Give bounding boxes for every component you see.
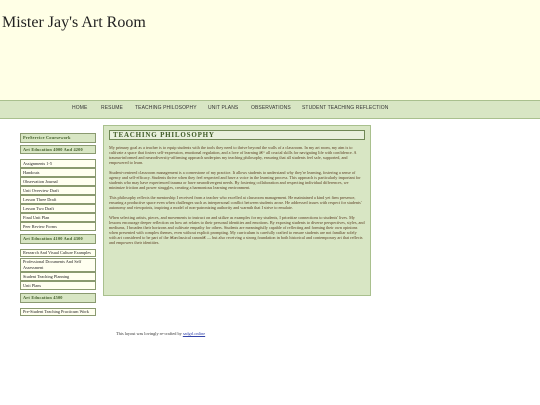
site-header — [0, 0, 540, 100]
sidebar-heading-art-ed-4500: Art Education 4500 — [20, 293, 96, 303]
sidebar-heading-art-ed-4100: Art Education 4100 And 4300 — [20, 234, 96, 244]
page-title: TEACHING PHILOSOPHY — [109, 130, 365, 140]
nav-resume[interactable]: RESUME — [101, 105, 123, 111]
paragraph: When selecting artists, pieces, and movements to instruct on and utilize as examples for my students, I prioritize connections to students' lives. My lessons encourage deeper reflection on how art relates to their personal identities and emotions. By exposing students to diverse perspectives, styles, and mediums, I broaden their horizons and cultivate empathy for others. Students are meaningfully capable of reflecting and forming their own opinions when presented with complex themes, even without explicit prompting. My curriculum is carefully crafted to ensure students are not familiar solely with art considered to be part of the â€œclassical canonâ€ — but also receiving a strong foundation in both historical and contemporary art that reflects and empowers their identities. — [109, 214, 365, 245]
sidebar-item-lesson-three-draft[interactable]: Lesson Three Draft — [20, 195, 96, 204]
sidebar-item-assignments[interactable]: Assignments 1-5 — [20, 159, 96, 168]
sidebar-item-peer-review-forms[interactable]: Peer Review Forms — [20, 222, 96, 231]
sidebar-item-pre-student-teaching[interactable]: Pre-Student Teaching Practicum Work — [20, 308, 96, 317]
nav-unit-plans[interactable]: UNIT PLANS — [208, 105, 239, 111]
nav-teaching-philosophy[interactable]: TEACHING PHILOSOPHY — [135, 105, 197, 111]
main-content — [103, 125, 371, 296]
nav-bar — [0, 100, 540, 119]
sidebar — [20, 133, 96, 317]
sidebar-item-research-visual-culture[interactable]: Research And Visual Culture Examples — [20, 249, 96, 258]
paragraph: My primary goal as a teacher is to equip students with the tools they need to thrive beyond the walls of a classroom. In my art room, my aim is to cultivate a space that fosters self-expression, emotional regulation, and a love of learning â€“ all crucial skills for navigating life with confidence. A trauma-informed and neurodiversity-affirming approach underpins my teaching philosophy, ensuring that all students feel safe, supported, and empowered to learn. — [109, 145, 357, 166]
site-title: Mister Jay's Art Room — [2, 14, 146, 31]
nav-observations[interactable]: OBSERVATIONS — [251, 105, 291, 111]
footer-credit — [116, 331, 205, 336]
sidebar-item-professional-documents[interactable]: Professional Documents And Self Assessment — [20, 258, 96, 272]
sidebar-item-unit-overview-draft[interactable]: Unit Overview Draft — [20, 186, 96, 195]
sidebar-item-student-teaching-planning[interactable]: Student Teaching Planning — [20, 272, 96, 281]
sidebar-item-handouts[interactable]: Handouts — [20, 168, 96, 177]
nav-home[interactable]: HOME — [72, 105, 88, 111]
nav-student-teaching-reflection[interactable]: STUDENT TEACHING REFLECTION — [302, 105, 389, 111]
sidebar-heading-preservice: PreService Coursework — [20, 133, 96, 143]
sidebar-heading-art-ed-4000: Art Education 4000 And 4200 — [20, 145, 96, 155]
sidebar-item-observation-journal[interactable]: Observation Journal — [20, 177, 96, 186]
paragraph: Student-centered classroom management is a cornerstone of my practice. It allows students to understand why they're learning, fostering a sense of agency and self-efficacy. Students thrive when they feel respected and have a voice in the learning process. This approach is particularly important for students who may have experienced trauma or have neurodivergent needs. By fostering collaboration and respecting individual differences, we minimize friction and power struggles, creating a harmonious learning environment. — [109, 169, 361, 191]
footer-link[interactable]: sadgrl.online — [182, 331, 206, 336]
sidebar-item-final-unit-plan[interactable]: Final Unit Plan — [20, 213, 96, 222]
paragraph: This philosophy reflects the mentorship I received from a teacher who excelled at classroom management. He maintained a kind yet firm presence, ensuring a productive space even when challenges such as interpersonal conflict between students arose. He addressed issues with respect for students' autonomy and viewpoints, inspiring a model of non-patronizing authority and warmth that I strive to emulate. — [109, 194, 362, 210]
footer-text: This layout was lovingly re-crafted by — [116, 331, 182, 336]
sidebar-item-unit-plans[interactable]: Unit Plans — [20, 281, 96, 290]
sidebar-item-lesson-two-draft[interactable]: Lesson Two Draft — [20, 204, 96, 213]
